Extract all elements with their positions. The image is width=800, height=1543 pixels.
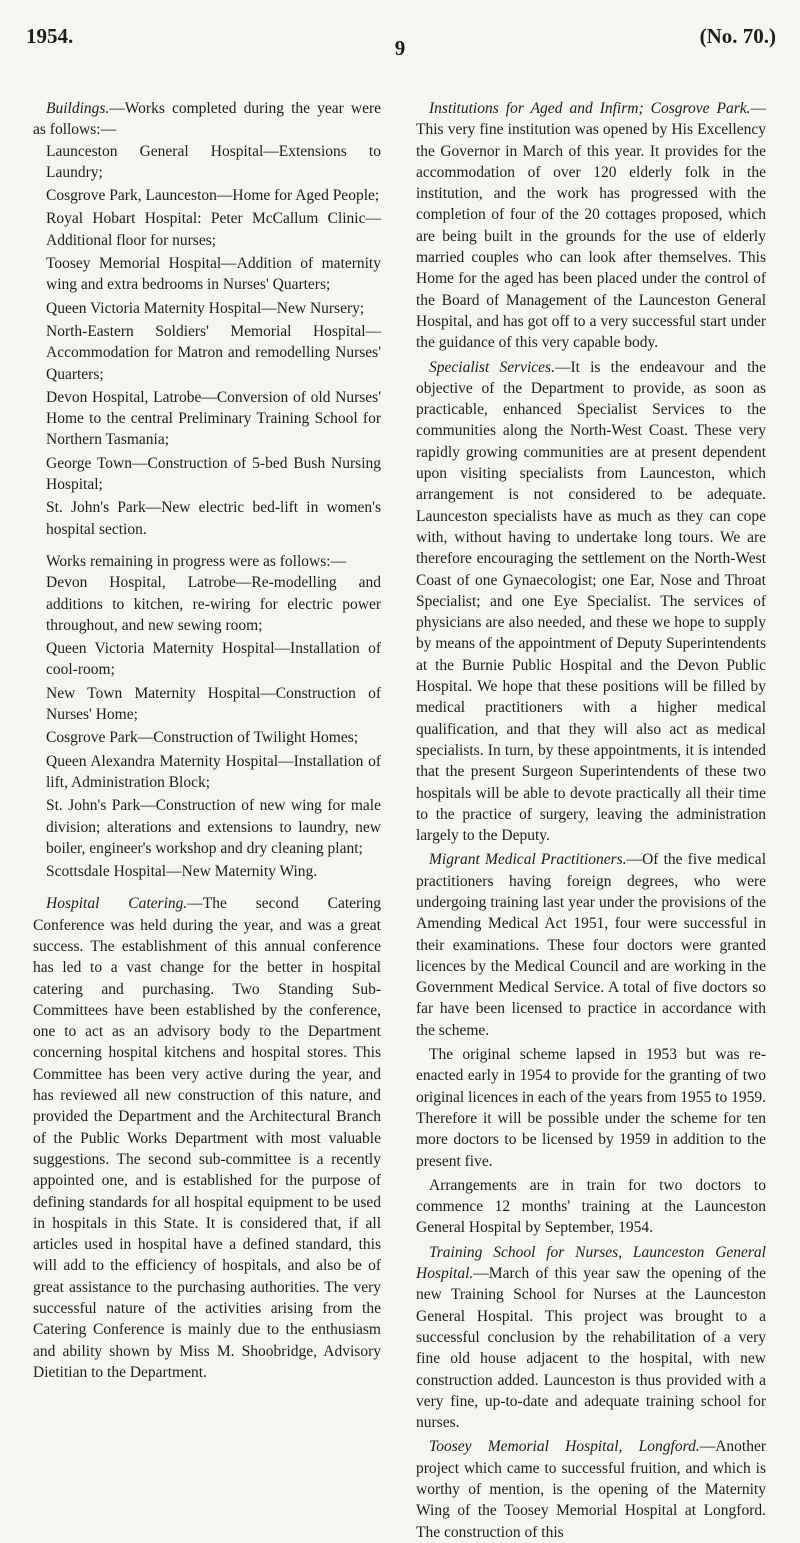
- works-item: Cosgrove Park—Construction of Twilight Homes;: [46, 729, 359, 747]
- training-paragraph: [416, 1242, 766, 1434]
- works-item: Royal Hobart Hospital: Peter McCallum Clinic—Additional floor for nurses;: [46, 210, 381, 249]
- works-item: Queen Alexandra Maternity Hospital—Installation of lift, Administration Block;: [46, 752, 381, 791]
- toosey-paragraph: [416, 1436, 766, 1542]
- migrant-heading: Migrant Medical Practitioners.: [429, 851, 627, 869]
- works-item: Queen Victoria Maternity Hospital—Installation of cool-room;: [46, 640, 381, 679]
- toosey-text: —Another project which came to successful fruition, and which is worthy of mention, is the opening of the Maternity Wing of the Toosey Memorial Hospital at Longford. The construction of this: [416, 1438, 766, 1541]
- works-item: St. John's Park—New electric bed-lift in women's hospital section.: [46, 499, 381, 538]
- arrangements-paragraph: Arrangements are in train for two doctors to commence 12 months' training at the Launceston General Hospital by September, 1954.: [416, 1176, 766, 1237]
- original-scheme-paragraph: The original scheme lapsed in 1953 but was re-enacted early in 1954 to provide for the granting of two original licences in each of the years from 1955 to 1959. Therefore it will be possible under the scheme for ten more doctors to be licensed by 1959 in addition to the present five.: [416, 1046, 766, 1170]
- right-column: [416, 98, 766, 1543]
- buildings-heading: Buildings.: [46, 100, 110, 117]
- catering-heading: Hospital Catering.: [46, 895, 188, 913]
- specialist-paragraph: [416, 357, 766, 847]
- migrant-text: —Of the five medical practitioners having foreign degrees, who were undergoing training last year under the provisions of the Amending Medical Act 1951, four were successful in their examinations. These four doctors were granted licences by the Medical Council and are working in the Government Medical Service. A total of five doctors so far have been licensed to practice in accordance with the scheme.: [416, 851, 766, 1039]
- training-heading: Training School for Nurses, Launceston General Hospital.: [416, 1243, 766, 1283]
- remaining-intro: Works remaining in progress were as follows:—: [46, 552, 347, 570]
- catering-paragraph: [33, 893, 381, 1383]
- institutions-text: —This very fine institution was opened by His Excellency the Governor in March of this year. It provides for the accommodation of over 120 elderly folk in the institution, and the work has progressed with the completion of four of the 20 cottages proposed, which are being built in the grounds for the use of elderly married couples who can look after themselves. This Home for the aged has been placed under the control of the Board of Management of the Launceston General Hospital, and has got off to a very successful start under the guidance of this very capable body.: [416, 100, 766, 352]
- works-item: Devon Hospital, Latrobe—Re-modelling and additions to kitchen, re-wiring for electric power throughout, and new sewing room;: [46, 574, 381, 634]
- migrant-paragraph: [416, 849, 766, 1041]
- works-item: St. John's Park—Construction of new wing for male division; alterations and extensions to laundry, new boiler, engineer's workshop and dry cleaning plant;: [46, 797, 381, 857]
- left-column: [33, 98, 381, 1383]
- works-item: Scottsdale Hospital—New Maternity Wing.: [46, 863, 318, 881]
- completed-works-list: [33, 141, 381, 540]
- buildings-intro: —Works completed during the year were as follows:—: [33, 100, 381, 139]
- works-item: North-Eastern Soldiers' Memorial Hospital—Accommodation for Matron and remodelling Nurses' Quarters;: [46, 322, 381, 383]
- works-item: George Town—Construction of 5-bed Bush Nursing Hospital;: [46, 454, 381, 494]
- works-item: New Town Maternity Hospital—Construction of Nurses' Home;: [46, 684, 381, 724]
- remaining-works-list: [33, 572, 381, 882]
- header-year: 1954.: [26, 24, 74, 48]
- institutions-heading: Institutions for Aged and Infirm; Cosgrove Park.: [429, 100, 751, 117]
- institutions-paragraph: [416, 98, 766, 354]
- page-number: 9: [394, 36, 406, 60]
- works-item: Toosey Memorial Hospital—Addition of maternity wing and extra bedrooms in Nurses' Quarters;: [46, 255, 381, 294]
- toosey-heading: Toosey Memorial Hospital, Longford.: [429, 1438, 700, 1456]
- works-item: Queen Victoria Maternity Hospital—New Nursery;: [46, 299, 365, 317]
- specialist-heading: Specialist Services.: [429, 358, 555, 376]
- buildings-paragraph: [33, 98, 381, 141]
- document-number: (No. 70.): [699, 24, 776, 48]
- page-header: [0, 20, 800, 80]
- specialist-text: —It is the endeavour and the objective of the Department to provide, as soon as practicable, enhanced Specialist Services to the communities along the North-West Coast. These very rapidly growing communities are at present dependent upon visiting specialists from Launceston, which arrangement is not considered to be adequate. Launceston specialists have as much as they can cope with, without having to undertake long tours. We are therefore encouraging the settlement on the North-West Coast of one Gynaecologist; one Ear, Nose and Throat Specialist; and one Eye Specialist. The services of physicians are also needed, and these we hope to supply by means of the appointment of Deputy Superintendents at the Burnie Public Hospital and the Devon Public Hospital. We hope that these positions will be filled by medical practitioners with a higher medical qualification, and that they will also act as medical specialists. In turn, by these appointments, it is intended that the present Surgeon Superintendents of these two hospitals will be able to devote practically all their time to the practice of surgery, leaving the administration largely to the Deputy.: [416, 358, 767, 845]
- works-item: Cosgrove Park, Launceston—Home for Aged People;: [46, 187, 380, 205]
- works-item: Devon Hospital, Latrobe—Conversion of old Nurses' Home to the central Preliminary Training School for Northern Tasmania;: [46, 388, 381, 449]
- training-text: —March of this year saw the opening of the new Training School for Nurses at the Launceston General Hospital. This project was brought to a successful conclusion by the rehabilitation of a very fine old house adjacent to the hospital, with new construction added. Launceston is thus provided with a very fine, up-to-date and adequate training school for nurses.: [416, 1265, 766, 1432]
- works-item: Launceston General Hospital—Extensions to Laundry;: [46, 142, 381, 181]
- catering-text: —The second Catering Conference was held during the year, and was a great success. The establishment of this annual conference has led to a vast change for the better in hospital catering and purchasing. Two Standing Sub-Committees have been established by the conference, one to act as an advisory body to the Department concerning hospital kitchens and hospital stores. This Committee has been very active during the year, and has reviewed all new construction of this nature, and provided the Department and the Architectural Branch of the Public Works Department with most valuable suggestions. The second sub-committee is a recently appointed one, and is established for the purpose of defining standards for all hospital equipment to be used in hospitals in this State. It is considered that, if all articles used in hospital have a defined standard, this will add to the efficiency of hospitals, and also be of great assistance to the purchasing authorities. The very successful nature of the activities arising from the Catering Conference is mainly due to the enthusiasm and ability shown by Miss M. Shoobridge, Advisory Dietitian to the Department.: [33, 895, 381, 1381]
